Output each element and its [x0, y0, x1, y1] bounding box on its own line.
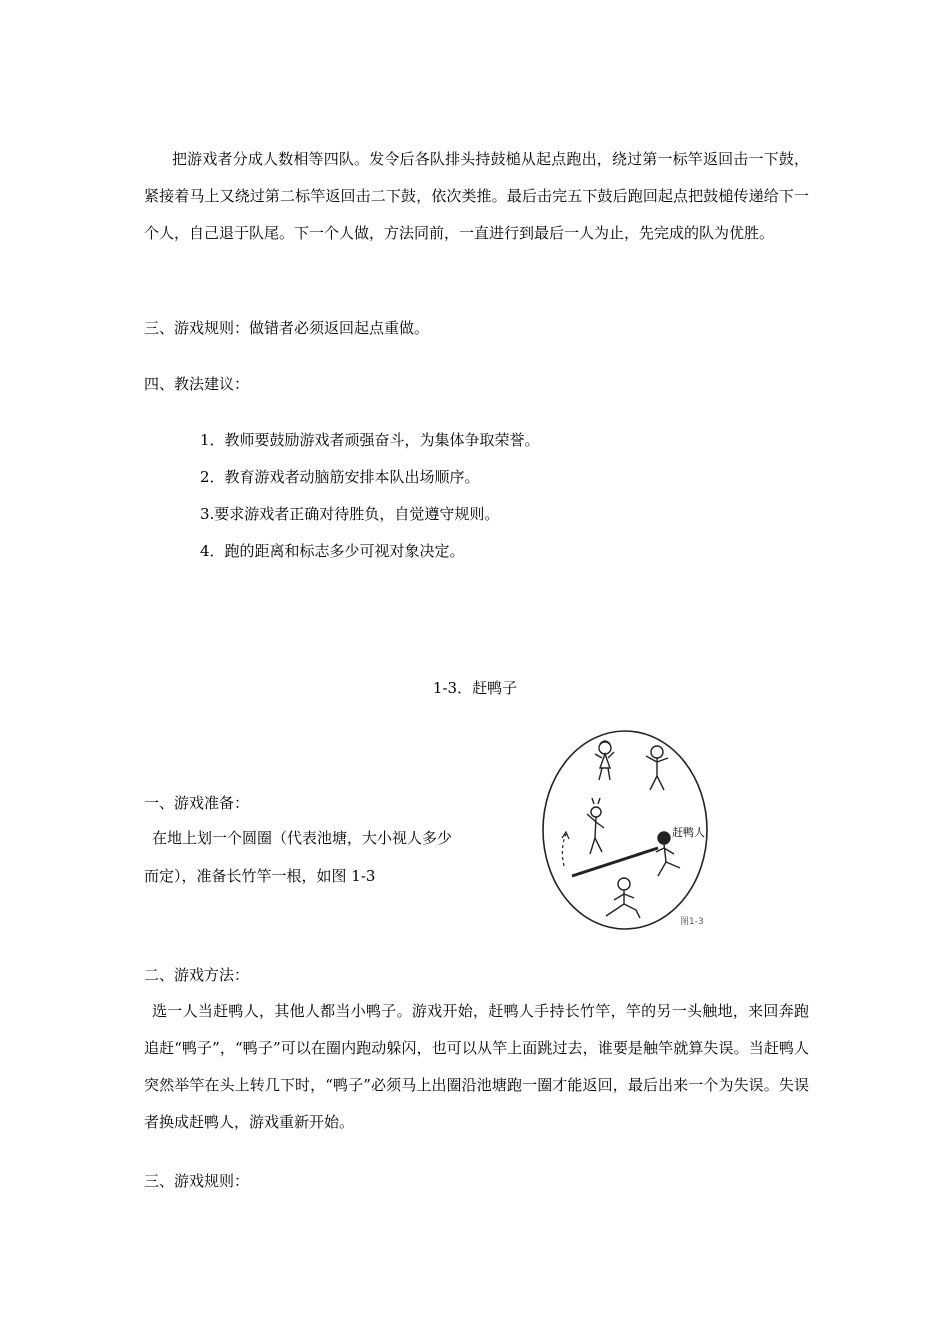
- prep-line-2: 而定），准备长竹竿一根，如图 1-3: [144, 867, 376, 885]
- figure-caption: 图1-3: [680, 917, 704, 927]
- method-heading: 二、游戏方法：: [144, 966, 250, 984]
- prep-line-1: 在地上划一个圆圈（代表池塘，大小视人多少: [152, 829, 453, 847]
- prep-heading: 一、游戏准备：: [144, 794, 250, 812]
- advice-item-1: 1．教师要鼓励游戏者顽强奋斗，为集体争取荣誉。: [200, 431, 540, 449]
- advice-item-2: 2．教育游戏者动脑筋安排本队出场顺序。: [200, 468, 480, 486]
- advice-item-3: 3.要求游戏者正确对待胜负，自觉遵守规则。: [200, 505, 500, 523]
- rules-line: 三、游戏规则：做错者必须返回起点重做。: [144, 319, 430, 337]
- duck-player-figure-3: [587, 798, 604, 854]
- duck-player-figure-1: [595, 741, 614, 780]
- duck-player-figure-2: [646, 746, 668, 790]
- jump-path-arrow: [562, 834, 566, 866]
- method-paragraph-drum-relay: 把游戏者分成人数相等四队。发令后各队排头持鼓槌从起点跑出，绕过第一标竿返回击一下鼓，紧接着马上又绕过第二标竿返回击二下鼓，依次类推。最后击完五下鼓后跑回起点把鼓槌传递给下一个人，自己退于队尾。下一个人做，方法同前，一直进行到最后一人为止，先完成的队为优胜。: [144, 150, 809, 242]
- figure-duck-pond: [540, 728, 720, 934]
- chaser-label: 赶鸭人: [672, 826, 705, 839]
- bamboo-pole: [572, 848, 658, 876]
- game-title: 1-3．赶鸭子: [432, 679, 518, 697]
- duck-player-figure-4: [606, 878, 640, 918]
- method-paragraph-duck-chase: 选一人当赶鸭人，其他人都当小鸭子。游戏开始，赶鸭人手持长竹竿，竿的另一头触地，来回奔跑追赶“鸭子”，“鸭子”可以在圈内跑动躲闪，也可以从竿上面跳过去，谁要是触竿就算失误。当赶鸭人突然举竿在头上转几下时，“鸭子”必须马上出圈沿池塘跑一圈才能返回，最后出来一个为失误。失误者换成赶鸭人，游戏重新开始。: [144, 1002, 809, 1131]
- rules-heading: 三、游戏规则：: [144, 1172, 250, 1190]
- advice-heading: 四、教法建议：: [144, 375, 250, 393]
- advice-item-4: 4．跑的距离和标志多少可视对象决定。: [200, 542, 465, 560]
